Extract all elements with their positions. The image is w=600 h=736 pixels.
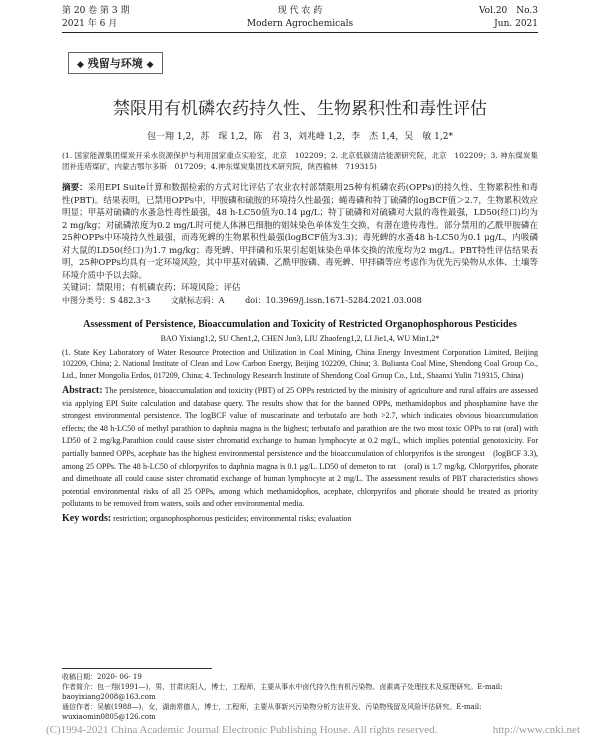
keywords-en-label: Key words:	[62, 512, 112, 524]
watermark-url: http://www.cnki.net	[492, 724, 580, 736]
footnotes	[62, 672, 538, 722]
author-bio: 作者简介：包一翔(1991—)，男，甘肃庆阳人，博士，工程师，主要从事水中卤代持久性有机污染物、卤素离子处理技术及原理研究。E-mail: baoyixiang2008@163.com	[62, 683, 503, 701]
article-title-en: Assessment of Persistence, Bioaccumulation and Toxicity of Restricted Organophosphorous Pesticides	[83, 318, 517, 330]
keywords-cn-text: 禁限用；有机磷农药；环境风险；评估	[96, 283, 241, 293]
issue-date-en: Jun. 2021	[494, 19, 538, 29]
journal-name-en: Modern Agrochemicals	[246, 19, 354, 29]
abstract-cn	[62, 182, 538, 282]
affiliations-en: (1. State Key Laboratory of Water Resource Protection and Utilization in Coal Mining, China Energy Investment Corporation Limited, Beijing 102209, China; 2. National Institute of Clean and Low Carbon Energy, Beijing 102209, China; 3. Bulianta Coal Mine, Shendong Coal Group Co., Ltd., Inner Mongolia Erdos, 017209, China; 4. Technology Research Institute of Shendong Coal Group Co., Ltd., Shaanxi Yulin 719315, China)	[62, 347, 538, 380]
footnote-rule	[62, 668, 212, 669]
doi: doi：10.3969/j.issn.1671-5284.2021.03.008	[245, 295, 422, 305]
volume-issue-en: Vol.20 No.3	[478, 6, 538, 16]
authors-en: BAO Yixiang1,2, SU Chen1,2, CHEN Jun3, LIU Zhaofeng1,2, LI Jie1,4, WU Min1,2*	[160, 333, 440, 343]
abstract-en	[62, 385, 538, 511]
authors-cn: 包一翔 1,2，苏 琛 1,2，陈 君 3，刘兆峰 1,2，李 杰 1,4，吴 敏 1,2*	[147, 132, 453, 142]
abstract-cn-label: 摘要：	[62, 183, 88, 193]
abstract-en-label: Abstract:	[62, 385, 103, 396]
section-tag-label: 残留与环境	[87, 57, 143, 70]
clc-number: 中图分类号：S 482.3⁺3	[62, 295, 151, 305]
diamond-icon: ◆	[77, 60, 84, 70]
section-tag	[68, 52, 163, 74]
affiliations-cn: (1. 国家能源集团煤炭开采水资源保护与利用国家重点实验室，北京 102209；2. 北京低碳清洁能源研究院，北京 102209；3. 神东煤炭集团补连塔煤矿，内蒙古鄂尔多斯 017209；4.神东煤炭集团技术研究院，陕西榆林 719315)	[62, 151, 538, 171]
abstract-en-text: The persistence, bioaccumulation and toxicity (PBT) of 25 OPPs restricted by the ministry of agriculture and rural affairs are assessed via applying EPI Suite calculation and database query. The results show that for the banned OPPs, methamidophos and phosphamine have the strongest environmental persistence. The logBCF value of muscarinate and terbutafo are both >2.7, which indicates obvious bioaccumulation effects; the 48 h-LC50 of methyl parathion to daphnia magna is the highest; terbutafo and parathion are the two most toxic OPPs to rat (oral) with LD50 of 2 mg/kg.Parathion could cause sister chromatid exchange to human lymphocyte at 0.2 mg/L, which implies potential genotoxicity. For partially banned OPPs, acephate has the highest environmental persistence and the bioaccumulation of chlorpyrifos is the strongest (logBCF 3.3), among 25 OPPs. The 48 h-LC50 of chlorpyrifos to daphnia magna is 0.1 μg/L. LD50 of demeton to rat (oral) is 1.7 mg/kg. Chlorpyrifos, phorate and dimethoate all could cause sister chromatid exchange of human lymphocyte at 2 mg/L. The assessment results of PBT characteristics shows potential environmental risks of all 25 OPPs, among which methamidophos, acephate, chlorpyrifos and phorate should be treated as priority pollutants to be removed from waters, soils and other environmental media.	[62, 386, 539, 509]
keywords-en-text: restriction; organophosphorous pesticides; environmental risks; evaluation	[113, 513, 352, 523]
document-code: 文献标志码：A	[170, 295, 225, 305]
corresponding-author: 通信作者：吴敏(1988—)，女，湖南常德人，博士，工程师，主要从事新兴污染物分析方法开发、污染物残留及风险评估研究。E-mail: wuxiaomin0805@126.com	[62, 703, 482, 721]
header-rule	[62, 32, 538, 33]
abstract-cn-text: 采用EPI Suite计算和数据检索的方式对比评估了农业农村部禁限用25种有机磷农药(OPPs)的持久性、生物累积性和毒性(PBT)。结果表明，已禁用OPPs中，甲胺磷和硫胺的环境持久性最强；蝇毒磷和特丁硫磷的logBCF值＞2.7，生物累积效应明显；甲基对硫磷的水蚤急性毒性最强，48 h-LC50值为0.14 μg/L；特丁硫磷和对硫磷对大鼠的毒性最强，LD50(经口)均为2 mg/kg；对硫磷浓度为0.2 mg/L时可使人体淋巴细胞的姐妹染色单体发生交换，有潜在遗传毒性。部分禁用的乙酰甲胺磷在25种OPPs中环境持久性最强，而毒死蜱的生物累积性最强(logBCF值为3.3)；毒死蜱的水蚤48 h-LC50为0.1 μg/L，内吸磷对大鼠的LD50(经口)为1.7 mg/kg；毒死蜱、甲拌磷和乐果引起姐妹染色单体交换的浓度均为2 mg/L。PBT特性评估结果表明，25种OPPs均具有一定环境风险，其中甲基对硫磷、乙酰甲胺磷、毒死蜱、甲拌磷等应考虑作为优先污染物从水体、土壤等环境介质中予以去除。	[62, 183, 538, 281]
volume-issue-cn: 第 20 卷 第 3 期	[62, 6, 130, 16]
received-date: 收稿日期：2020- 06- 19	[62, 673, 142, 681]
article-metadata	[62, 295, 538, 307]
keywords-cn	[62, 282, 538, 295]
issue-date-cn: 2021 年 6 月	[62, 19, 118, 29]
copyright-watermark	[46, 724, 580, 736]
watermark-copyright: (C)1994-2021 China Academic Journal Electronic Publishing House. All rights reserved.	[46, 724, 438, 736]
journal-name-cn: 现 代 农 药	[277, 6, 323, 16]
article-body	[62, 48, 538, 524]
keywords-en	[62, 513, 538, 524]
diamond-icon: ◆	[146, 60, 154, 70]
keywords-cn-label: 关键词：	[62, 283, 97, 293]
article-title-cn: 禁限用有机磷农药持久性、生物累积性和毒性评估	[113, 99, 487, 119]
